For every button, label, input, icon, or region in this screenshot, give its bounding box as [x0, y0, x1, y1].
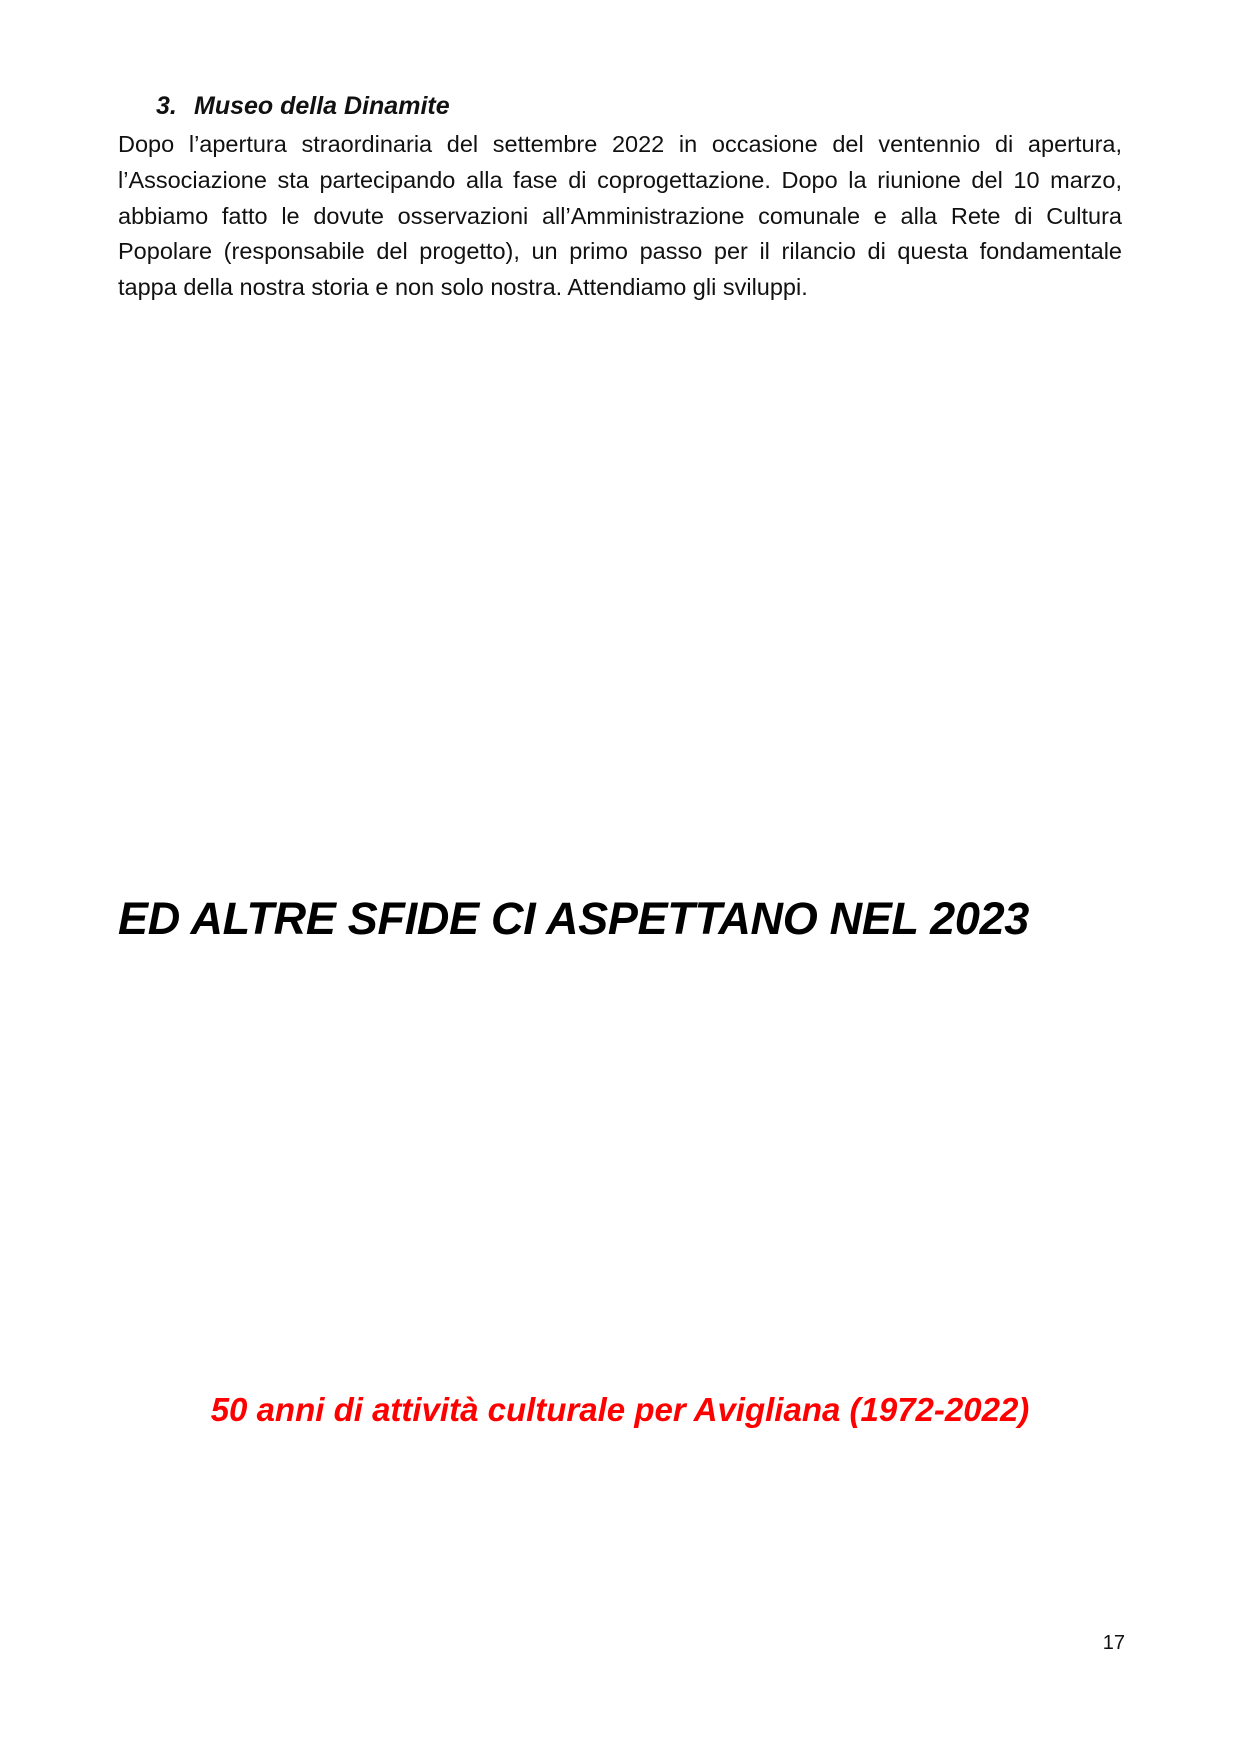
anniversary-tagline: 50 anni di attività culturale per Avigliana (1972-2022) [210, 1391, 1030, 1428]
headline: ED ALTRE SFIDE CI ASPETTANO NEL 2023 [118, 893, 1030, 944]
section-heading [156, 92, 450, 121]
section-title: Museo della Dinamite [194, 92, 450, 120]
page-number: 17 [1102, 1632, 1125, 1654]
section-number: 3. [156, 92, 177, 120]
section-paragraph: Dopo l’apertura straordinaria del settembre 2022 in occasione del ventennio di apertura, l’Associazione sta partecipando alla fase di coprogettazione. Dopo la riunione del 10 marzo, abbiamo fatto le dovute osservazioni all’Amministrazione comunale e alla Rete di Cultura Popolare (responsabile del progetto), un primo passo per il rilancio di questa fondamentale tappa della nostra storia e non solo nostra. Attendiamo gli sviluppi. [118, 131, 1122, 301]
